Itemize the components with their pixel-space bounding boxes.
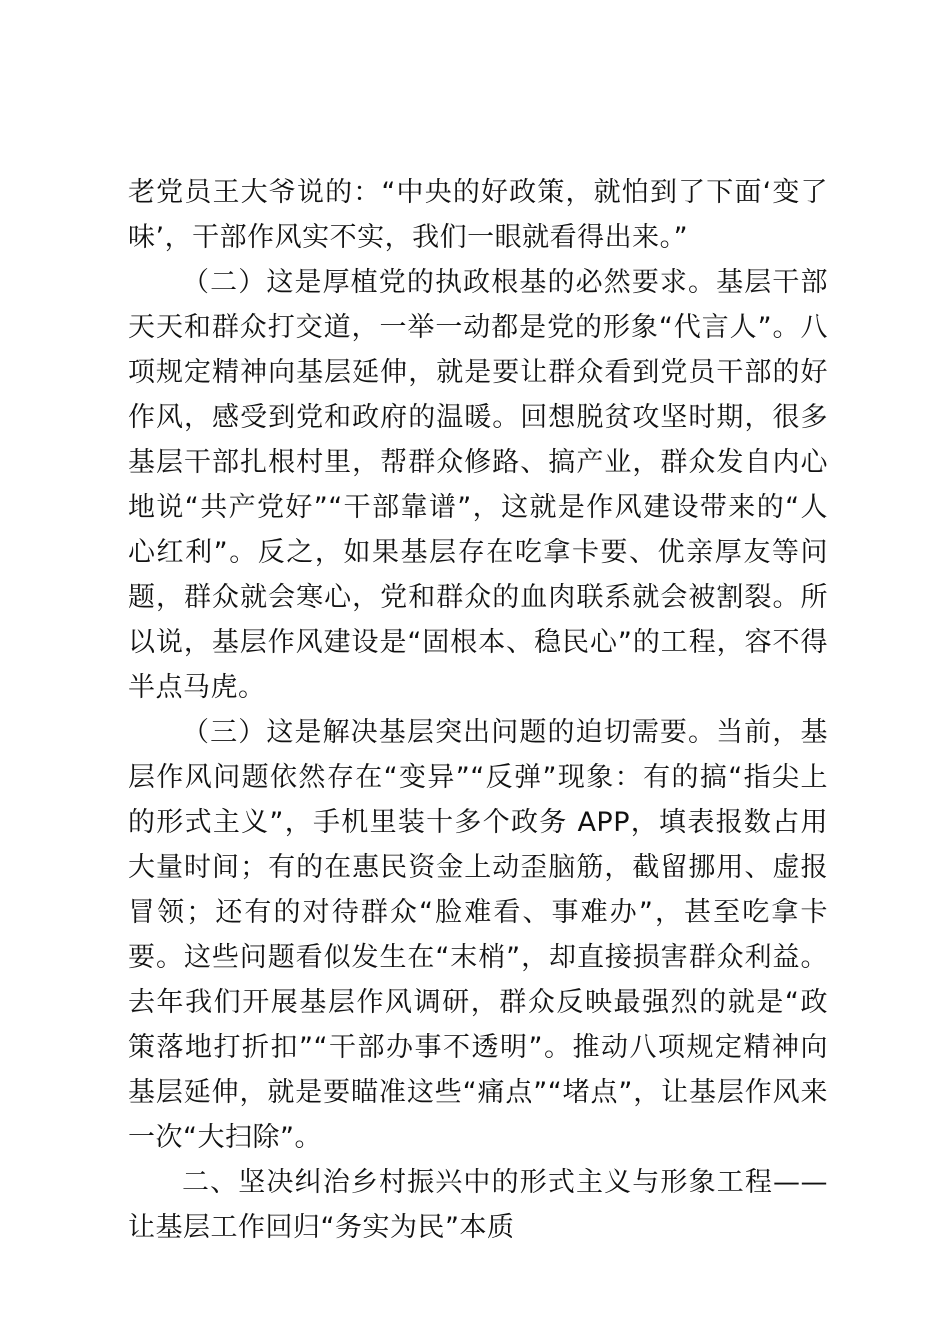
paragraph-quote-continuation: 老党员王大爷说的：“中央的好政策，就怕到了下面‘变了味’，干部作风实不实，我们一眼就看得出来。” [128,177,828,253]
paragraph-section-three: （三）这是解决基层突出问题的迫切需要。当前，基层作风问题依然存在“变异”“反弹”现象：有的搞“指尖上的形式主义”，手机里装十多个政务 APP，填表报数占用大量时间；有的在惠民资金上动歪脑筋，截留挪用、虚报冒领；还有的对待群众“脸难看、事难办”，甚至吃拿卡要。这些问题看似发生在“末梢”，却直接损害群众利益。去年我们开展基层作风调研，群众反映最强烈的就是“政策落地打折扣”“干部办事不透明”。推动八项规定精神向基层延伸，就是要瞄准这些“痛点”“堵点”，让基层作风来一次“大扫除”。 [128,717,828,1153]
heading-part-two: 二、坚决纠治乡村振兴中的形式主义与形象工程——让基层工作回归“务实为民”本质 [128,1167,828,1243]
paragraph-section-two: （二）这是厚植党的执政根基的必然要求。基层干部天天和群众打交道，一举一动都是党的形象“代言人”。八项规定精神向基层延伸，就是要让群众看到党员干部的好作风，感受到党和政府的温暖。回想脱贫攻坚时期，很多基层干部扎根村里，帮群众修路、搞产业，群众发自内心地说“共产党好”“干部靠谱”，这就是作风建设带来的“人心红利”。反之，如果基层存在吃拿卡要、优亲厚友等问题，群众就会寒心，党和群众的血肉联系就会被割裂。所以说，基层作风建设是“固根本、稳民心”的工程，容不得半点马虎。 [128,267,828,703]
document-body [128,170,828,1250]
